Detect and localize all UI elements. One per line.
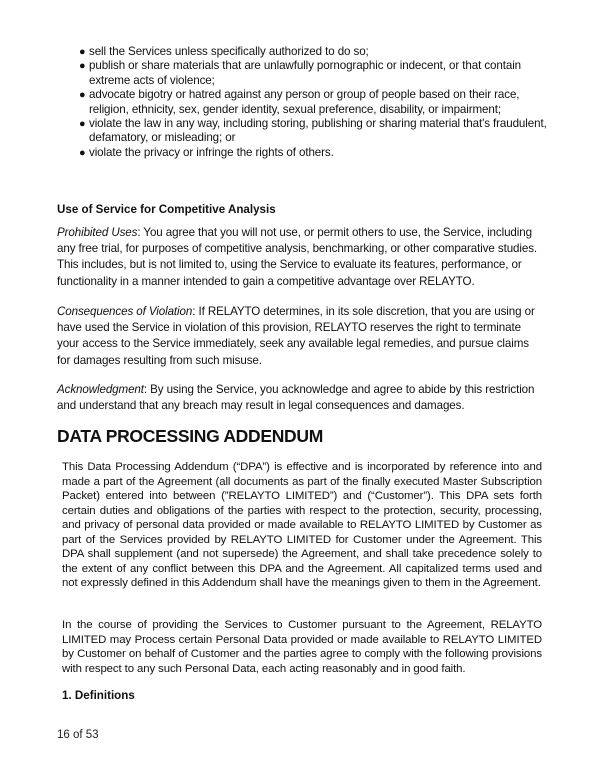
- prohibited-activities-list: [80, 45, 550, 160]
- bullet-icon: ●: [79, 118, 86, 131]
- dpa-scope-paragraph: In the course of providing the Services to Customer pursuant to the Agreement, RELAYTO LIMITED may Process certain Personal Data provided or made available to RELAYTO LIMITED by Customer on behalf of Customer and the parties agree to comply with the following provisions with respect to any such Personal Data, each acting reasonably and in good faith.: [62, 619, 542, 675]
- bullet-icon: ●: [79, 60, 86, 73]
- prohibited-uses-label: Prohibited Uses: [57, 226, 138, 239]
- bullet-icon: ●: [79, 89, 86, 102]
- consequences-label: Consequences of Violation: [57, 305, 193, 318]
- consequences-paragraph: Consequences of Violation: If RELAYTO determines, in its sole discretion, that you are using or have used the Service in violation of this provision, RELAYTO reserves the right to terminate your access to the Service immediately, seek any available legal remedies, and pursue claims for damages resulting from such misuse.: [57, 305, 535, 367]
- page-number: 16 of 53: [57, 729, 99, 741]
- definitions-heading: 1. Definitions: [62, 689, 135, 702]
- dpa-intro-paragraph: This Data Processing Addendum (“DPA”) is effective and is incorporated by reference into and made a part of the Agreement (all documents as part of the finally executed Master Subscription Packet) entered into between (”RELAYTO LIMITED”) and (“Customer”). This DPA sets forth certain duties and obligations of the parties with respect to the protection, security, processing, and privacy of personal data provided or made available to RELAYTO LIMITED by Customer as part of the Services provided by RELAYTO LIMITED for Customer under the Agreement. This DPA shall supplement (and not supersede) the Agreement, and shall take precedence solely to the extent of any conflict between this DPA and the Agreement. All capitalized terms used and not expressly defined in this Addendum shall have the meanings given to them in the Agreement.: [62, 461, 542, 589]
- acknowledgment-paragraph: Acknowledgment: By using the Service, you acknowledge and agree to abide by this restriction and understand that any breach may result in legal consequences and damages.: [57, 383, 535, 413]
- acknowledgment-label: Acknowledgment: [57, 383, 144, 396]
- list-item: ● publish or share materials that are unlawfully pornographic or indecent, or that contain extreme acts of violence;: [79, 59, 522, 87]
- list-item: ● advocate bigotry or hatred against any person or group of people based on their race, religion, ethnicity, sex, gender identity, sexual preference, disability, or impairment;: [79, 88, 520, 116]
- bullet-icon: ●: [79, 46, 86, 58]
- dpa-heading: DATA PROCESSING ADDENDUM: [57, 426, 323, 446]
- prohibited-uses-paragraph: Prohibited Uses: You agree that you will not use, or permit others to use, the Service, including any free trial, for purposes of competitive analysis, benchmarking, or other comparative studies. This includes, but is not limited to, using the Service to evaluate its features, performance, or functionality in a manner intended to gain a competitive advantage over RELAYTO.: [57, 226, 538, 288]
- competitive-analysis-heading: Use of Service for Competitive Analysis: [57, 203, 276, 216]
- bullet-icon: ●: [79, 146, 86, 159]
- list-item: ● violate the privacy or infringe the rights of others.: [79, 145, 334, 159]
- list-item: ● violate the law in any way, including storing, publishing or sharing material that's fraudulent, defamatory, or misleading; or: [79, 117, 547, 145]
- list-item: ● sell the Services unless specifically authorized to do so;: [79, 45, 369, 58]
